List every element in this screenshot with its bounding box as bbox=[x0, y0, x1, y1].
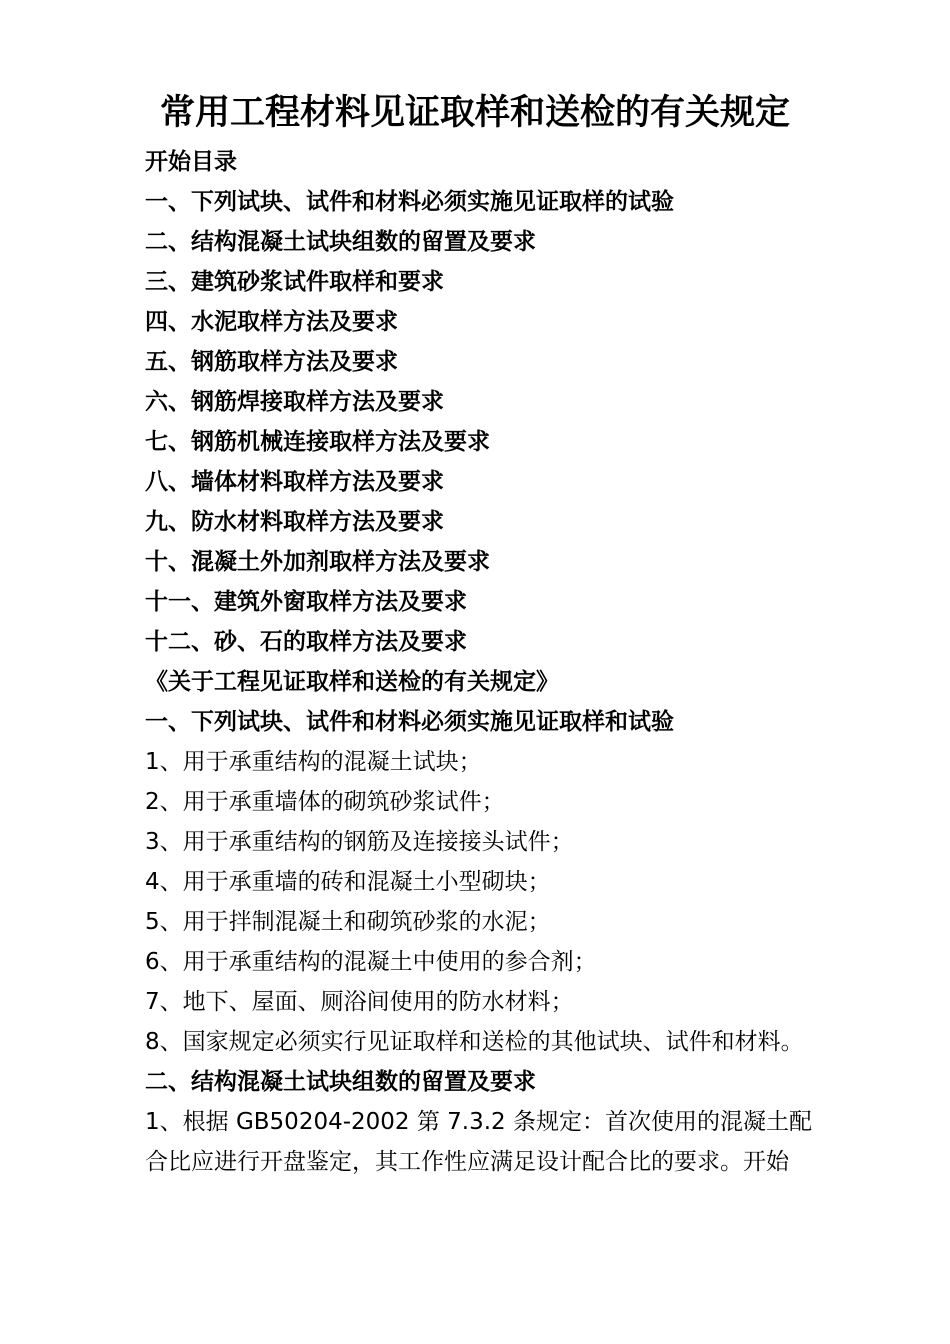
body-paragraph-line: 合比应进行开盘鉴定，其工作性应满足设计配合比的要求。开始 bbox=[145, 1149, 789, 1175]
toc-heading: 开始目录 bbox=[145, 149, 237, 175]
toc-item: 十一、建筑外窗取样方法及要求 bbox=[145, 589, 467, 615]
document-page bbox=[145, 84, 815, 1182]
list-item: 2、用于承重墙体的砌筑砂浆试件； bbox=[145, 789, 505, 815]
toc-item: 五、钢筋取样方法及要求 bbox=[145, 349, 398, 375]
toc-item: 四、水泥取样方法及要求 bbox=[145, 309, 398, 335]
list-item: 4、用于承重墙的砖和混凝土小型砌块； bbox=[145, 869, 551, 895]
body-paragraph-line: 1、根据 GB50204-2002 第 7.3.2 条规定：首次使用的混凝土配 bbox=[145, 1109, 812, 1135]
toc-item: 二、结构混凝土试块组数的留置及要求 bbox=[145, 229, 536, 255]
list-item: 3、用于承重结构的钢筋及连接接头试件； bbox=[145, 829, 574, 855]
toc-item: 一、下列试块、试件和材料必须实施见证取样的试验 bbox=[145, 189, 674, 215]
toc-item: 十、混凝土外加剂取样方法及要求 bbox=[145, 549, 490, 575]
toc-item: 八、墙体材料取样方法及要求 bbox=[145, 469, 444, 495]
list-item: 5、用于拌制混凝土和砌筑砂浆的水泥； bbox=[145, 909, 551, 935]
toc-item: 九、防水材料取样方法及要求 bbox=[145, 509, 444, 535]
regulation-title: 《关于工程见证取样和送检的有关规定》 bbox=[145, 669, 559, 695]
list-item: 7、地下、屋面、厕浴间使用的防水材料； bbox=[145, 989, 574, 1015]
section-heading: 一、下列试块、试件和材料必须实施见证取样和试验 bbox=[145, 709, 674, 735]
table-of-contents bbox=[145, 182, 815, 662]
document-title: 常用工程材料见证取样和送检的有关规定 bbox=[159, 93, 790, 133]
list-item: 8、国家规定必须实行见证取样和送检的其他试块、试件和材料。 bbox=[145, 1029, 804, 1055]
section-heading: 二、结构混凝土试块组数的留置及要求 bbox=[145, 1069, 536, 1095]
toc-item: 七、钢筋机械连接取样方法及要求 bbox=[145, 429, 490, 455]
list-item: 6、用于承重结构的混凝土中使用的参合剂； bbox=[145, 949, 597, 975]
toc-item: 三、建筑砂浆试件取样和要求 bbox=[145, 269, 444, 295]
section1-list bbox=[145, 742, 815, 1062]
toc-item: 十二、砂、石的取样方法及要求 bbox=[145, 629, 467, 655]
toc-item: 六、钢筋焊接取样方法及要求 bbox=[145, 389, 444, 415]
list-item: 1、用于承重结构的混凝土试块； bbox=[145, 749, 482, 775]
